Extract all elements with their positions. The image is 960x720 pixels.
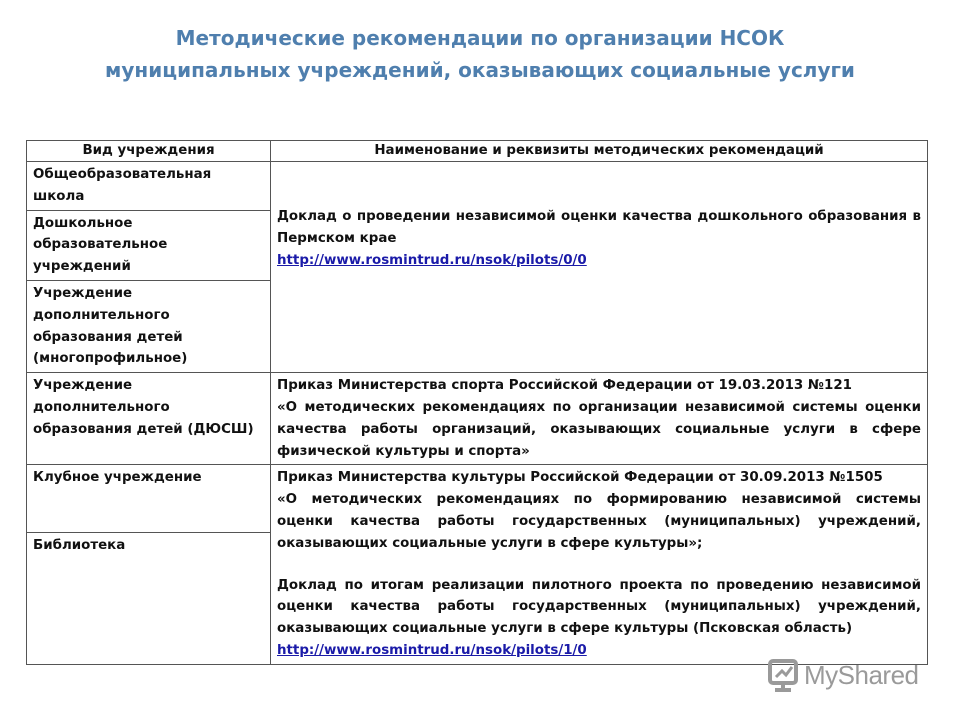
table-row xyxy=(27,373,928,465)
recommendations-table xyxy=(26,140,928,665)
institution-type-cell: Общеобразовательная школа xyxy=(27,162,271,211)
table-row xyxy=(27,162,928,211)
recommendation-cell xyxy=(271,465,928,664)
recommendation-link[interactable]: http://www.rosmintrud.ru/nsok/pilots/0/0 xyxy=(277,252,587,268)
table-header-row xyxy=(27,141,928,162)
watermark-text: MyShared xyxy=(804,659,919,690)
title-line-1: Методические рекомендации по организации НСОК xyxy=(175,26,785,50)
institution-type-cell: Учреждение дополнительного образования детей (ДЮСШ) xyxy=(27,373,271,465)
order-text: «О методических рекомендациях по организации независимой системы оценки качества работы организаций, оказывающих социальные услуги в сфере физической культуры и спорта» xyxy=(277,399,921,459)
order-title: Приказ Министерства спорта Российской Федерации от 19.03.2013 №121 xyxy=(277,378,852,394)
report-text: Доклад по итогам реализации пилотного проекта по проведению независимой оценки качества работы государственных (муниципальных) учреждений, оказывающих социальные услуги в сфере культуры (Псковская область) xyxy=(277,577,921,637)
order-title: Приказ Министерства культуры Российской Федерации от 30.09.2013 №1505 xyxy=(277,470,883,486)
slide-title xyxy=(0,22,960,86)
header-institution-type: Вид учреждения xyxy=(27,141,271,162)
table-row xyxy=(27,465,928,533)
header-recommendations: Наименование и реквизиты методических рекомендаций xyxy=(271,141,928,162)
recommendation-cell xyxy=(271,162,928,373)
title-line-2: муниципальных учреждений, оказывающих социальные услуги xyxy=(105,58,855,82)
institution-type-cell: Дошкольное образовательное учреждений xyxy=(27,210,271,280)
institution-type-cell: Учреждение дополнительного образования детей (многопрофильное) xyxy=(27,280,271,372)
recommendation-cell xyxy=(271,373,928,465)
recommendation-link[interactable]: http://www.rosmintrud.ru/nsok/pilots/1/0 xyxy=(277,642,587,658)
order-text: «О методических рекомендациях по формированию независимой системы оценки качества работы государственных (муниципальных) учреждений, оказывающих социальные услуги в сфере культуры»; xyxy=(277,492,921,551)
institution-type-cell: Библиотека xyxy=(27,533,271,664)
institution-type-cell: Клубное учреждение xyxy=(27,465,271,533)
recommendation-doc: Доклад о проведении независимой оценки качества дошкольного образования в Пермском крае xyxy=(277,209,921,246)
presentation-icon xyxy=(766,657,804,693)
watermark xyxy=(766,655,936,695)
